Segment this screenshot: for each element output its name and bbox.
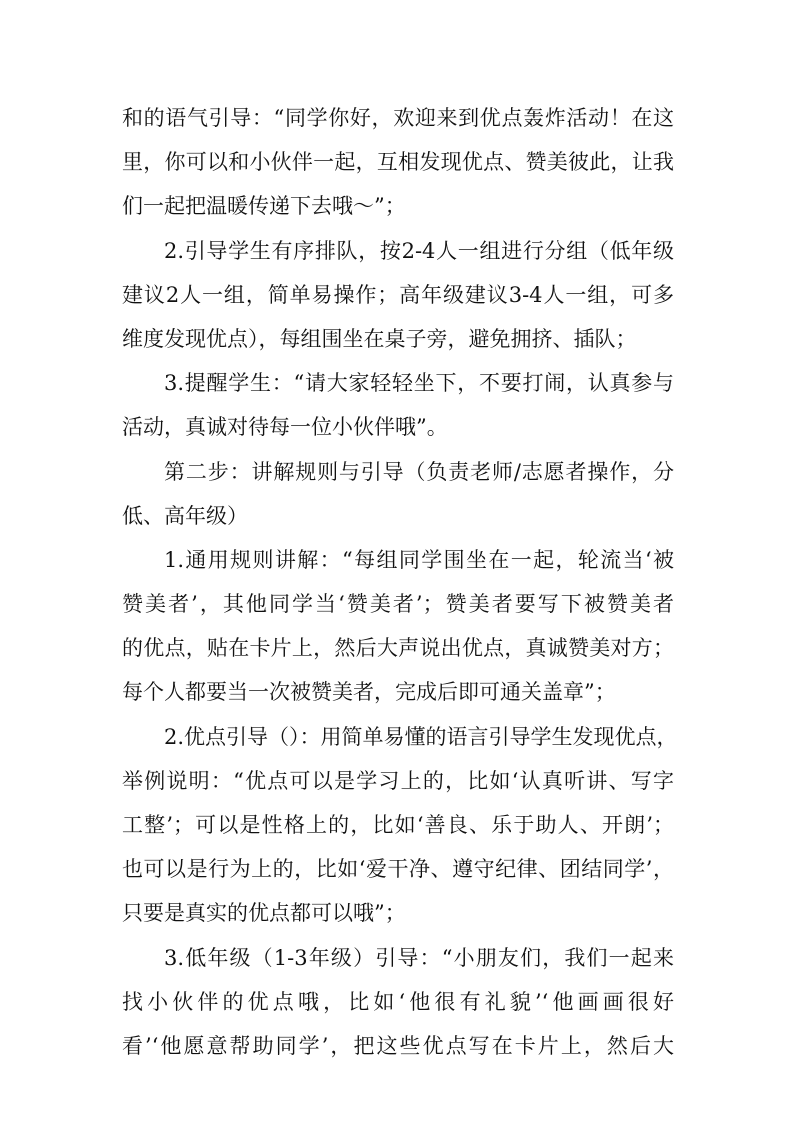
paragraph-line: 举例说明：“优点可以是学习上的，比如‘认真听讲、写字 xyxy=(122,769,674,793)
paragraph-line: 维度发现优点），每组围坐在桌子旁，避免拥挤、插队； xyxy=(122,327,637,351)
paragraph-line: 建议2人一组，简单易操作；高年级建议3-4人一组，可多 xyxy=(122,283,674,307)
paragraph-line: 3.低年级（1-3年级）引导：“小朋友们，我们一起来 xyxy=(164,946,674,970)
paragraph-line: 和的语气引导：“同学你好，欢迎来到优点轰炸活动！在这 xyxy=(122,106,674,130)
paragraph-line: 3.提醒学生：“请大家轻轻坐下，不要打闹，认真参与 xyxy=(164,371,674,395)
paragraph-line: 活动，真诚对待每一位小伙伴哦”。 xyxy=(122,415,448,439)
paragraph-line: 找小伙伴的优点哦，比如‘他很有礼貌’‘他画画很好 xyxy=(122,990,674,1014)
paragraph-line: 看’‘他愿意帮助同学’，把这些优点写在卡片上，然后大 xyxy=(122,1034,674,1058)
paragraph-line: 也可以是行为上的，比如‘爱干净、遵守纪律、团结同学’， xyxy=(122,857,674,881)
paragraph-line: 的优点，贴在卡片上，然后大声说出优点，真诚赞美对方； xyxy=(122,636,674,660)
section-heading-line: 低、高年级） xyxy=(122,504,248,528)
paragraph-line: 只要是真实的优点都可以哦”； xyxy=(122,901,406,925)
paragraph-line: 赞美者’，其他同学当‘赞美者’；赞美者要写下被赞美者 xyxy=(122,592,674,616)
paragraph-line: 工整’；可以是性格上的，比如‘善良、乐于助人、开朗’； xyxy=(122,813,674,837)
paragraph-line: 们一起把温暖传递下去哦～”； xyxy=(122,194,406,218)
paragraph-line: 每个人都要当一次被赞美者，完成后即可通关盖章”； xyxy=(122,680,616,704)
paragraph-line: 2.优点引导（）：用简单易懂的语言引导学生发现优点， xyxy=(164,725,678,749)
paragraph-line: 1.通用规则讲解：“每组同学围坐在一起，轮流当‘被 xyxy=(164,548,674,572)
paragraph-line: 2.引导学生有序排队，按2-4人一组进行分组（低年级 xyxy=(164,239,674,263)
section-heading-line: 第二步：讲解规则与引导（负责老师/志愿者操作，分 xyxy=(164,460,674,484)
paragraph-line: 里，你可以和小伙伴一起，互相发现优点、赞美彼此，让我 xyxy=(122,150,674,174)
